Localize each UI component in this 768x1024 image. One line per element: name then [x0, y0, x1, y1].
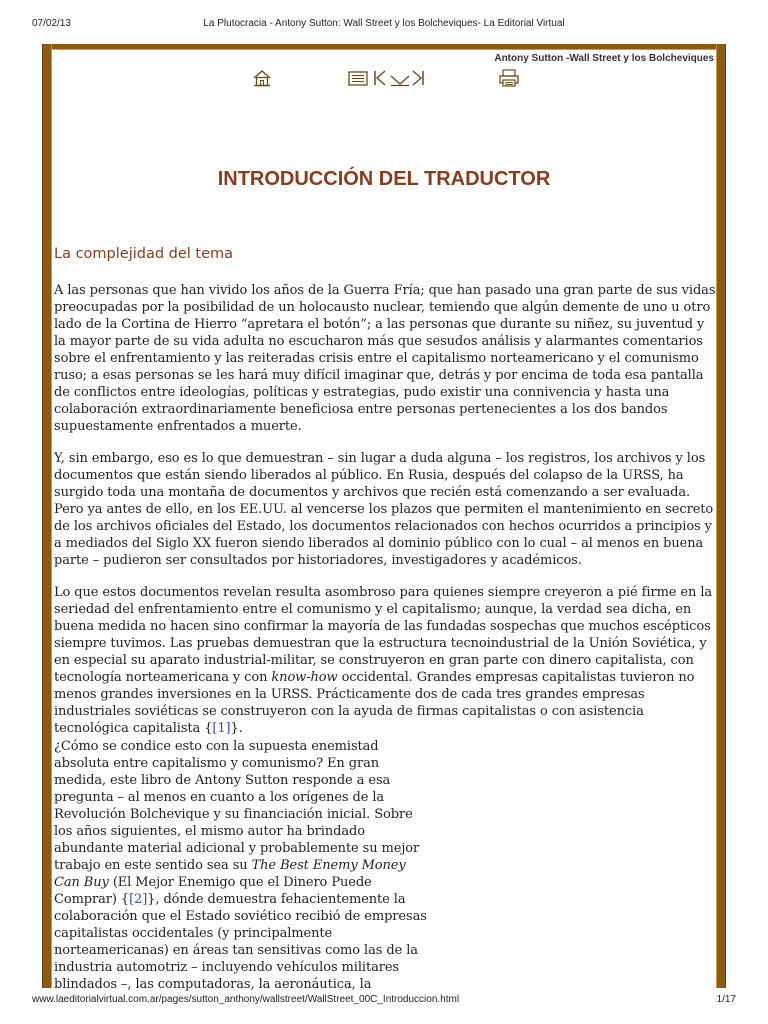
previous-icon[interactable] [372, 68, 388, 88]
book-title: Antony Sutton -Wall Street y los Bolcheviques [494, 53, 714, 64]
paragraph-4-text-c: }, dónde demuestra fehacientemente la colaboración que el Estado soviético recibió de empresas capitalistas occidentales (y principalmente norteamericanas) en áreas tan sensitivas como las de la industria automotriz – incluyendo vehículos militares blindados –, las computadoras, la aeronáutica, la [54, 892, 427, 992]
paragraph-1: A las personas que han vivido los años de la Guerra Fría; que han pasado una gran parte de sus vidas preocupadas por la posibilidad de un holocausto nuclear, temiendo que algún demente de uno u otro lado de la Cortina de Hierro “apretara el botón”; a las personas que durante su niñez, su juventud y la mayor parte de su vida adulta no escucharon más que sesudos análisis y alarmantes comentarios sobre el enfrentamiento y las reiteradas crisis entre el capitalismo norteamericano y el comunismo ruso; a esas personas se les hará muy difícil imaginar que, detrás y por encima de toda esa pantalla de conflictos entre ideologías, políticas y estrategias, pudo existir una connivencia y hasta una colaboración extraordinariamente beneficiosa entre personas pertenecientes a los dos bandos supuestamente enfrentados a muerte. [54, 283, 716, 434]
footnote-link-1[interactable]: [1] [212, 721, 231, 736]
paragraph-4 [54, 738, 430, 993]
paragraph-3-text-a: Lo que estos documentos revelan resulta asombroso para quienes siempre creyeron a pié firme en la seriedad del enfrentamiento entre el comunismo y el capitalismo; aunque, la verdad sea dicha, en buena medida no hacen sino confirmar la mayoría de las fundadas sospechas que muchos escépticos siempre tuvimos. Las pruebas demuestran que la estructura tecnoindustrial de la Unión Soviética, y en especial su aparato industrial-militar, se construyeron en gran parte con dinero capitalista, con tecnología norteamericana y con [54, 585, 713, 685]
print-footer [32, 994, 736, 1008]
frame-left-border [42, 44, 52, 988]
paragraph-3 [54, 584, 716, 737]
paragraph-2: Y, sin embargo, eso es lo que demuestran – sin lugar a duda alguna – los registros, los archivos y los documentos que están siendo liberados al público. En Rusia, después del colapso de la URSS, ha surgido toda una montaña de documentos y archivos que recién está comenzando a ser evaluada. Pero ya antes de ello, en los EE.UU. al vencerse los plazos que permiten el mantenimiento en secreto de los archivos oficiales del Estado, los documentos relacionados con hechos ocurridos a principios y a mediados del Siglo XX fueron siendo liberados al dominio público con lo cual – al menos en buena parte – pudieron ser consultados por historiadores, investigadores y académicos. [54, 451, 714, 568]
contents-icon[interactable] [346, 68, 370, 88]
footnote-link-2[interactable]: [2] [129, 892, 148, 907]
print-icon[interactable] [498, 68, 520, 88]
chapter-heading: INTRODUCCIÓN DEL TRADUCTOR [217, 168, 551, 190]
paragraph-3-text-b: occidental. Grandes empresas capitalistas tuvieron no menos grandes inversiones en la URSS. Prácticamente dos de cada tres grandes empresas industriales soviéticas se construyeron con la ayuda de firmas capitalistas o con asistencia tecnológica capitalista { [54, 670, 695, 736]
print-header [32, 18, 736, 32]
paragraph-4-book-title: The Best Enemy Money Can Buy [54, 858, 406, 890]
paragraph-4-text-a: ¿Cómo se condice esto con la supuesta enemistad absoluta entre capitalismo y comunismo? En gran medida, este libro de Antony Sutton responde a esa pregunta – al menos en cuanto a los orígenes de la Revolución Bolchevique y su financiación inicial. Sobre los años siguientes, el mismo autor ha brindado abundante material adicional y probablemente su mejor trabajo en este sentido sea su [54, 739, 420, 873]
down-icon[interactable] [389, 68, 411, 88]
frame-right-border [716, 44, 726, 988]
paragraph-4-text-b: (El Mejor Enemigo que el Dinero Puede Comprar) { [54, 875, 372, 907]
paragraph-3-text-c: }. [230, 721, 243, 736]
paragraph-3-emphasis: know-how [271, 670, 338, 685]
print-page-number: 1/17 [716, 994, 736, 1005]
section-subheading: La complejidad del tema [54, 246, 234, 262]
home-icon[interactable] [252, 68, 272, 88]
print-date: 07/02/13 [32, 18, 71, 29]
navigation-bar [0, 68, 768, 90]
frame-top-border [42, 44, 726, 50]
print-page-title: La Plutocracia - Antony Sutton: Wall Street y los Bolcheviques- La Editorial Virtual [203, 18, 565, 29]
next-icon[interactable] [410, 68, 426, 88]
print-url: www.laeditorialvirtual.com.ar/pages/sutton_anthony/wallstreet/WallStreet_00C_Introduccion.html [32, 994, 460, 1005]
